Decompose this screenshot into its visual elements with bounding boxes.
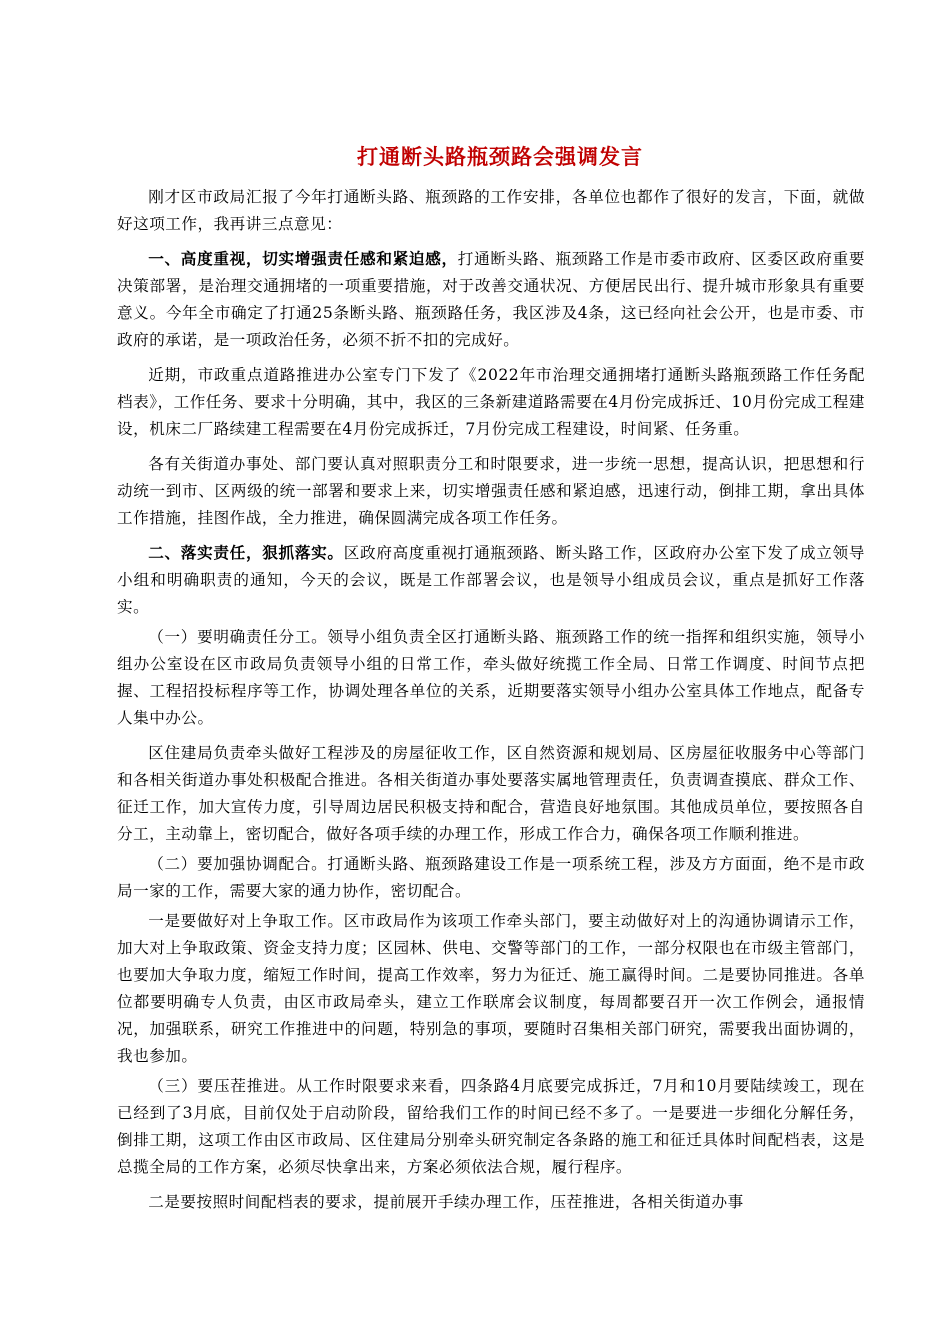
paragraph-pressing-forward [117,1072,865,1181]
paragraph-procedures [117,1188,865,1216]
paragraph-text: 区政府高度重视打通瓶颈路、断头路工作，区政府办公室下发了成立领导小组和明确职责的通知，今天的会议，既是工作部署会议，也是领导小组成员会议，重点是抓好工作落实。 [117,544,865,616]
paragraph-responsibilities [117,623,865,732]
paragraph-text: 近期，市政重点道路推进办公室专门下发了《2022年市治理交通拥堵打通断头路瓶颈路工作任务配档表》，工作任务、要求十分明确，其中，我区的三条新建道路需要在4月份完成拆迁、10月份完成工程建设，机床二厂路续建工程需要在4月份完成拆迁，7月份完成工程建设，时间紧、任务重。 [117,366,865,438]
section-heading: 二、落实责任，狠抓落实。 [148,543,344,562]
paragraph-text: （二）要加强协调配合。打通断头路、瓶颈路建设工作是一项系统工程，涉及方方面面，绝不是市政局一家的工作，需要大家的通力协作，密切配合。 [117,855,865,900]
paragraph-text: （一）要明确责任分工。领导小组负责全区打通断头路、瓶颈路工作的统一指挥和组织实施，领导小组办公室设在区市政局负责领导小组的日常工作，牵头做好统揽工作全局、日常工作调度、时间节点把握、工程招投标程序等工作，协调处理各单位的关系，近期要落实领导小组办公室具体工作地点，配备专人集中办公。 [117,628,865,727]
paragraph-text: 一是要做好对上争取工作。区市政局作为该项工作牵头部门，要主动做好对上的沟通协调请示工作，加大对上争取政策、资金支持力度；区园林、供电、交警等部门的工作，一部分权限也在市级主管部门，也要加大争取力度，缩短工作时间，提高工作效率，努力为征迁、施工赢得时间。二是要协同推进。各单位都要明确专人负责，由区市政局牵头，建立工作联席会议制度，每周都要召开一次工作例会，通报情况，加强联系，研究工作推进中的问题，特别急的事项，要随时召集相关部门研究，需要我出面协调的，我也参加。 [117,912,865,1065]
paragraph-section-2 [117,539,865,621]
paragraph-text: 二是要按照时间配档表的要求，提前展开手续办理工作，压茬推进，各相关街道办事 [148,1193,744,1211]
paragraph-text: （三）要压茬推进。从工作时限要求来看，四条路4月底要完成拆迁，7月和10月要陆续竣工，现在已经到了3月底，目前仅处于启动阶段，留给我们工作的时间已经不多了。一是要进一步细化分解任务，倒排工期，这项工作由区市政局、区住建局分别牵头研究制定各条路的施工和征迁具体时间配档表，这是总揽全局的工作方案，必须尽快拿出来，方案必须依法合规，履行程序。 [117,1077,865,1176]
paragraph-text: 区住建局负责牵头做好工程涉及的房屋征收工作，区自然资源和规划局、区房屋征收服务中心等部门和各相关街道办事处积极配合推进。各相关街道办事处要落实属地管理责任，负责调查摸底、群众工作、征迁工作，加大宣传力度，引导周边居民积极支持和配合，营造良好地氛围。其他成员单位，要按照各自分工，主动靠上，密切配合，做好各项手续的办理工作，形成工作合力，确保各项工作顺利推进。 [117,744,865,843]
paragraph-schedule [117,361,865,443]
paragraph-intro [117,183,865,238]
paragraph-text: 刚才区市政局汇报了今年打通断头路、瓶颈路的工作安排，各单位也都作了很好的发言，下面，就做好这项工作，我再讲三点意见： [117,188,865,233]
paragraph-housing [117,739,865,848]
document-body [117,183,865,1223]
paragraph-section-1 [117,245,865,354]
paragraph-text: 各有关街道办事处、部门要认真对照职责分工和时限要求，进一步统一思想，提高认识，把思想和行动统一到市、区两级的统一部署和要求上来，切实增强责任感和紧迫感，迅速行动，倒排工期，拿出具体工作措施，挂图作战，全力推进，确保圆满完成各项工作任务。 [117,455,865,527]
document-title: 打通断头路瓶颈路会强调发言 [357,144,643,169]
paragraph-requirements [117,450,865,532]
section-heading: 一、高度重视，切实增强责任感和紧迫感， [148,249,458,268]
paragraph-coordination [117,850,865,905]
paragraph-upward-work [117,907,865,1070]
paragraph-text: 打通断头路、瓶颈路工作是市委市政府、区委区政府重要决策部署，是治理交通拥堵的一项重要措施，对于改善交通状况、方便居民出行、提升城市形象具有重要意义。今年全市确定了打通25条断头路、瓶颈路任务，我区涉及4条，这已经向社会公开，也是市委、市政府的承诺，是一项政治任务，必须不折不扣的完成好。 [117,250,865,349]
